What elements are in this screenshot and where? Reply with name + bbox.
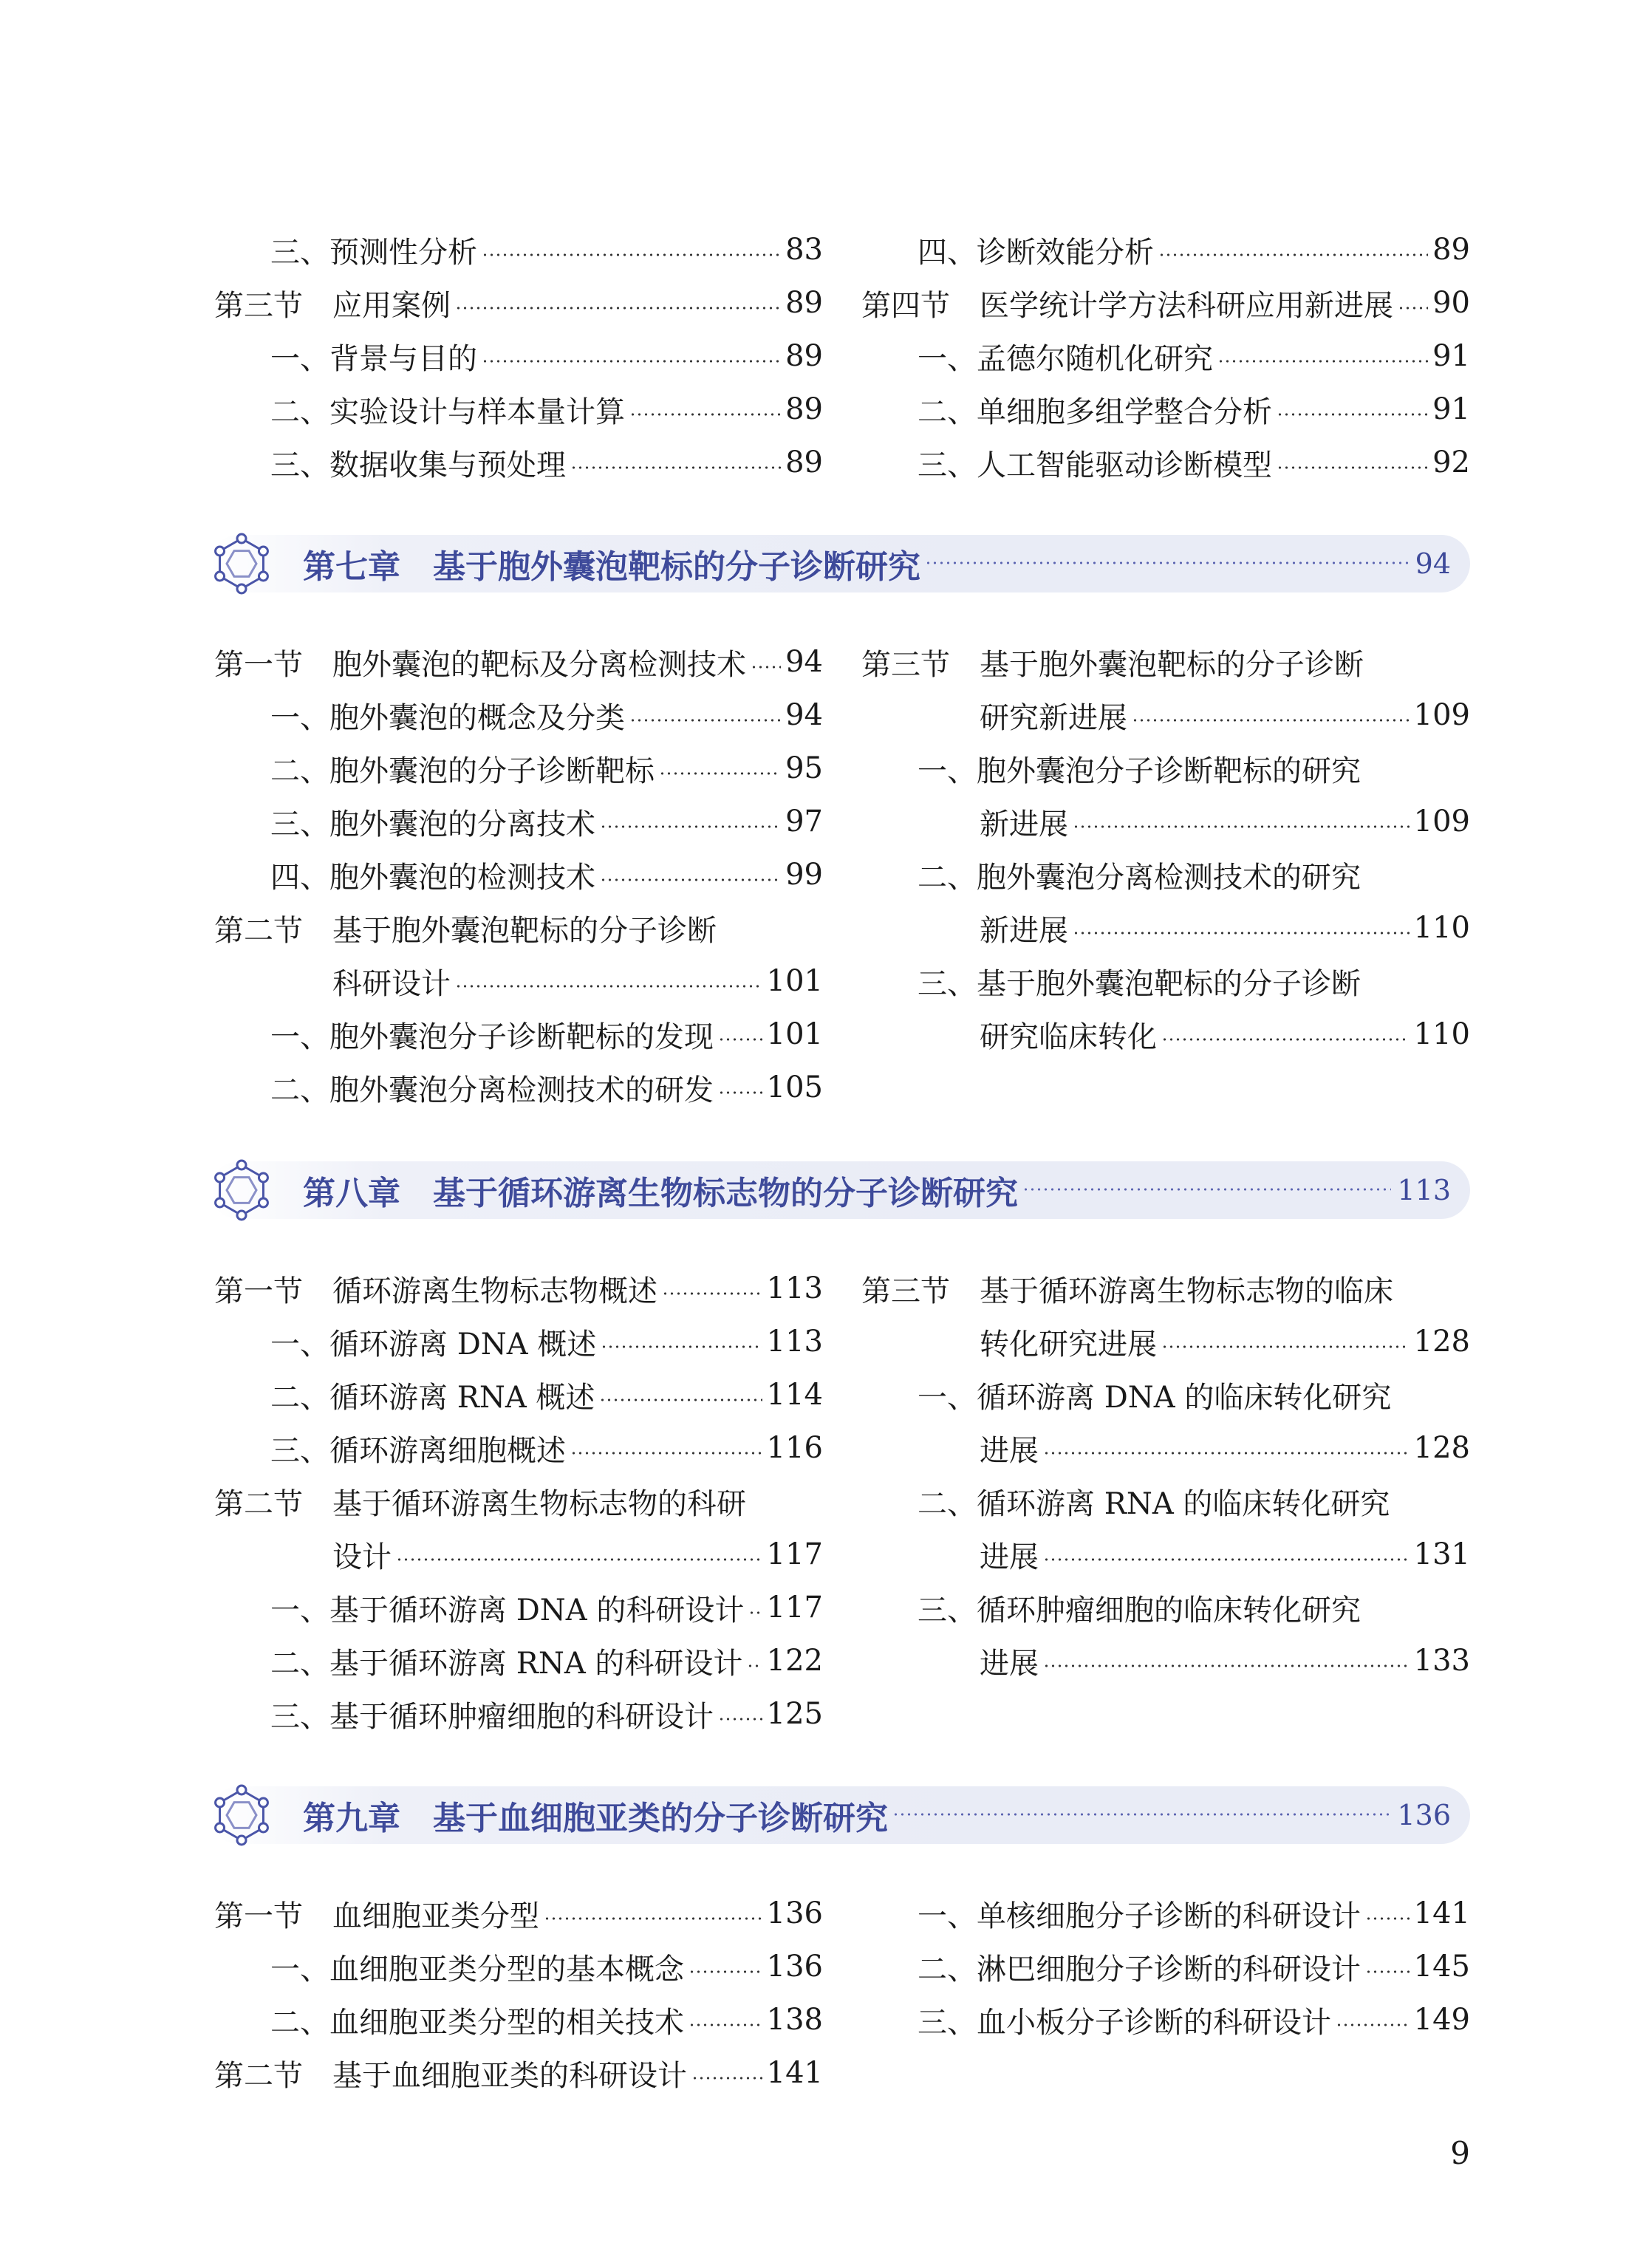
entry-title: 基于循环游离生物标志物的科研 [332, 1486, 746, 1521]
dot-leader [1365, 1916, 1410, 1921]
section-number: 第二节 [214, 913, 303, 948]
dot-leader [600, 824, 781, 829]
hexagon-molecule-icon [210, 1158, 273, 1222]
chapter-title [303, 1786, 888, 1844]
entry-title: 二、循环游离 RNA 概述 [270, 1380, 595, 1415]
toc-entry[interactable] [861, 1584, 1470, 1631]
dot-leader [1336, 2023, 1410, 2027]
entry-page-number: 99 [785, 858, 823, 892]
toc-entry[interactable] [861, 1265, 1470, 1312]
toc-entry[interactable] [861, 1011, 1470, 1058]
toc-entry[interactable] [214, 1943, 823, 1990]
section-number: 第三节 [214, 288, 303, 323]
toc-entry[interactable] [214, 1584, 823, 1631]
hexagon-molecule-icon [210, 532, 273, 595]
entry-title: 进展 [980, 1646, 1039, 1681]
entry-page-number: 116 [766, 1431, 823, 1465]
chapter-page-number: 136 [1397, 1799, 1451, 1831]
toc-entry[interactable] [861, 332, 1470, 380]
entry-page-number: 145 [1413, 1950, 1470, 1984]
entry-page-number: 122 [766, 1644, 823, 1678]
entry-page-number: 113 [766, 1325, 823, 1359]
chapter-heading[interactable] [210, 1161, 1470, 1219]
dot-leader [1043, 1664, 1410, 1668]
entry-title: 一、孟德尔随机化研究 [918, 341, 1213, 376]
entry-title: 三、循环肿瘤细胞的临床转化研究 [918, 1593, 1361, 1627]
toc-entry[interactable] [214, 2049, 823, 2097]
entry-title: 基于血细胞亚类的科研设计 [332, 2058, 687, 2093]
toc-entry[interactable] [214, 1318, 823, 1365]
toc-entry[interactable] [861, 798, 1470, 845]
section-number: 第二节 [214, 2058, 303, 2093]
entry-page-number: 136 [766, 1950, 823, 1984]
dot-leader [1043, 1451, 1410, 1455]
dot-leader [1277, 412, 1428, 417]
toc-entry[interactable] [861, 279, 1470, 327]
entry-title: 一、血细胞亚类分型的基本概念 [270, 1952, 684, 1987]
entry-title: 科研设计 [332, 966, 451, 1001]
toc-entry[interactable] [861, 1371, 1470, 1418]
chapter-title [303, 535, 920, 592]
dot-leader [601, 1345, 762, 1349]
dot-leader [689, 2023, 762, 2027]
toc-entry[interactable] [214, 638, 823, 686]
section-number: 第三节 [861, 647, 950, 682]
entry-page-number: 89 [785, 339, 823, 373]
toc-entry[interactable] [861, 638, 1470, 686]
toc-entry[interactable] [214, 1890, 823, 1937]
entry-page-number: 141 [766, 2056, 823, 2090]
entry-title: 二、胞外囊泡分离检测技术的研发 [270, 1073, 714, 1107]
entry-page-number: 95 [785, 751, 823, 785]
entry-page-number: 83 [785, 233, 823, 267]
toc-entry[interactable] [861, 1318, 1470, 1365]
chapter-number: 第七章 [303, 548, 400, 586]
chapter-name: 基于胞外囊泡靶标的分子诊断研究 [433, 548, 920, 586]
dot-leader [600, 878, 781, 882]
entry-page-number: 94 [785, 645, 823, 679]
toc-entry[interactable] [214, 1064, 823, 1111]
section-number: 第一节 [214, 1899, 303, 1933]
toc-entry[interactable] [214, 1478, 823, 1525]
toc-entry[interactable] [214, 279, 823, 327]
entry-page-number: 113 [766, 1271, 823, 1305]
dot-leader [1132, 718, 1410, 723]
entry-page-number: 125 [766, 1697, 823, 1731]
dot-leader [1158, 253, 1428, 257]
entry-page-number: 136 [766, 1896, 823, 1930]
entry-title: 血细胞亚类分型 [332, 1899, 539, 1933]
toc-entry[interactable] [214, 1637, 823, 1684]
entry-title: 三、基于胞外囊泡靶标的分子诊断 [918, 966, 1361, 1001]
entry-title: 新进展 [980, 807, 1068, 841]
dot-leader [396, 1557, 762, 1562]
entry-page-number: 133 [1413, 1644, 1470, 1678]
dot-leader [482, 253, 781, 257]
dot-leader [892, 1811, 1391, 1817]
entry-title: 四、胞外囊泡的检测技术 [270, 860, 595, 895]
entry-page-number: 110 [1413, 911, 1470, 945]
entry-title: 一、背景与目的 [270, 341, 477, 376]
entry-title: 二、血细胞亚类分型的相关技术 [270, 2005, 684, 2040]
entry-title: 一、胞外囊泡分子诊断靶标的发现 [270, 1019, 714, 1054]
entry-title: 应用案例 [332, 288, 451, 323]
section-number: 第四节 [861, 288, 950, 323]
entry-title: 一、单核细胞分子诊断的科研设计 [918, 1899, 1361, 1933]
toc-entry[interactable] [214, 1996, 823, 2043]
section-number: 第一节 [214, 1274, 303, 1308]
hexagon-molecule-icon [210, 1783, 273, 1847]
toc-entry[interactable] [214, 691, 823, 739]
entry-page-number: 89 [1432, 233, 1470, 267]
entry-page-number: 89 [785, 445, 823, 479]
dot-leader [455, 306, 781, 310]
toc-entry[interactable] [214, 332, 823, 380]
entry-page-number: 92 [1432, 445, 1470, 479]
toc-entry[interactable] [861, 386, 1470, 433]
entry-page-number: 90 [1432, 286, 1470, 320]
dot-leader [1073, 931, 1410, 935]
entry-page-number: 128 [1413, 1431, 1470, 1465]
entry-title: 一、基于循环游离 DNA 的科研设计 [270, 1593, 745, 1627]
dot-leader [748, 1611, 762, 1615]
toc-entry[interactable] [214, 1371, 823, 1418]
entry-page-number: 101 [766, 964, 823, 998]
chapter-heading[interactable] [210, 535, 1470, 592]
toc-entry[interactable] [214, 904, 823, 952]
dot-leader [570, 1451, 762, 1455]
entry-page-number: 94 [785, 698, 823, 732]
toc-entry[interactable] [214, 386, 823, 433]
entry-title: 三、数据收集与预处理 [270, 448, 566, 482]
dot-leader [1277, 465, 1428, 470]
chapter-number: 第八章 [303, 1175, 400, 1212]
toc-entry[interactable] [861, 1943, 1470, 1990]
chapter-page-number: 113 [1397, 1174, 1451, 1206]
entry-title: 进展 [980, 1540, 1039, 1574]
entry-page-number: 117 [766, 1537, 823, 1571]
entry-title: 设计 [332, 1540, 392, 1574]
entry-title: 基于胞外囊泡靶标的分子诊断 [980, 647, 1364, 682]
toc-entry[interactable] [214, 1690, 823, 1738]
entry-page-number: 109 [1413, 805, 1470, 838]
toc-entry[interactable] [214, 439, 823, 486]
dot-leader [1161, 1037, 1410, 1042]
entry-page-number: 149 [1413, 2003, 1470, 2037]
entry-title: 二、基于循环游离 RNA 的科研设计 [270, 1646, 743, 1681]
entry-title: 进展 [980, 1433, 1039, 1468]
toc-entry[interactable] [214, 1424, 823, 1472]
entry-title: 研究新进展 [980, 700, 1127, 735]
section-number: 第二节 [214, 1486, 303, 1521]
dot-leader [570, 465, 781, 470]
entry-page-number: 128 [1413, 1325, 1470, 1359]
dot-leader [662, 1291, 762, 1296]
entry-page-number: 117 [766, 1591, 823, 1625]
entry-title: 三、基于循环肿瘤细胞的科研设计 [270, 1699, 714, 1734]
entry-title: 转化研究进展 [980, 1327, 1157, 1362]
toc-entry[interactable] [861, 1478, 1470, 1525]
section-number: 第一节 [214, 647, 303, 682]
entry-page-number: 89 [785, 392, 823, 426]
chapter-title [303, 1161, 1018, 1219]
page-number: 9 [1450, 2135, 1470, 2171]
dot-leader [1073, 824, 1410, 829]
toc-entry[interactable] [214, 226, 823, 273]
entry-title: 二、胞外囊泡的分子诊断靶标 [270, 754, 655, 788]
dot-leader [629, 412, 781, 417]
entry-title: 研究临床转化 [980, 1019, 1157, 1054]
chapter-name: 基于循环游离生物标志物的分子诊断研究 [433, 1175, 1018, 1212]
toc-entry[interactable] [214, 798, 823, 845]
toc-entry[interactable] [214, 745, 823, 792]
dot-leader [751, 665, 781, 669]
entry-title: 基于胞外囊泡靶标的分子诊断 [332, 913, 717, 948]
entry-page-number: 91 [1432, 339, 1470, 373]
toc-entry[interactable] [214, 1531, 823, 1578]
dot-leader [1365, 1970, 1410, 1974]
entry-title: 二、淋巴细胞分子诊断的科研设计 [918, 1952, 1361, 1987]
entry-page-number: 89 [785, 286, 823, 320]
entry-title: 胞外囊泡的靶标及分离检测技术 [332, 647, 746, 682]
toc-entry[interactable] [861, 851, 1470, 898]
entry-page-number: 141 [1413, 1896, 1470, 1930]
entry-title: 三、人工智能驱动诊断模型 [918, 448, 1272, 482]
toc-entry[interactable] [861, 904, 1470, 952]
entry-title: 三、血小板分子诊断的科研设计 [918, 2005, 1331, 2040]
entry-title: 一、循环游离 DNA 概述 [270, 1327, 597, 1362]
toc-entry[interactable] [861, 1996, 1470, 2043]
dot-leader [1161, 1345, 1410, 1349]
entry-title: 基于循环游离生物标志物的临床 [980, 1274, 1393, 1308]
entry-page-number: 101 [766, 1017, 823, 1051]
dot-leader [691, 2076, 762, 2080]
toc-entry[interactable] [214, 1011, 823, 1058]
entry-page-number: 131 [1413, 1537, 1470, 1571]
toc-entry[interactable] [861, 691, 1470, 739]
dot-leader [455, 984, 762, 988]
entry-title: 三、胞外囊泡的分离技术 [270, 807, 595, 841]
dot-leader [599, 1398, 762, 1402]
entry-title: 一、循环游离 DNA 的临床转化研究 [918, 1380, 1392, 1415]
section-number: 第三节 [861, 1274, 950, 1308]
dot-leader [718, 1717, 762, 1721]
toc-entry[interactable] [214, 851, 823, 898]
toc-entry[interactable] [861, 745, 1470, 792]
entry-page-number: 138 [766, 2003, 823, 2037]
dot-leader [659, 771, 781, 776]
entry-title: 医学统计学方法科研应用新进展 [980, 288, 1393, 323]
chapter-heading[interactable] [210, 1786, 1470, 1844]
toc-entry[interactable] [861, 957, 1470, 1005]
toc-entry[interactable] [214, 1265, 823, 1312]
toc-entry[interactable] [861, 226, 1470, 273]
entry-page-number: 97 [785, 805, 823, 838]
dot-leader [718, 1037, 762, 1042]
entry-title: 二、胞外囊泡分离检测技术的研究 [918, 860, 1361, 895]
dot-leader [629, 718, 781, 723]
dot-leader [1022, 1186, 1391, 1192]
entry-page-number: 105 [766, 1070, 823, 1104]
toc-entry[interactable] [861, 1531, 1470, 1578]
toc-entry[interactable] [861, 1637, 1470, 1684]
chapter-name: 基于血细胞亚类的分子诊断研究 [433, 1800, 888, 1837]
toc-entry[interactable] [861, 1890, 1470, 1937]
dot-leader [718, 1090, 762, 1095]
dot-leader [482, 359, 781, 363]
dot-leader [544, 1916, 762, 1921]
entry-title: 二、实验设计与样本量计算 [270, 394, 625, 429]
toc-entry[interactable] [214, 957, 823, 1005]
entry-title: 循环游离生物标志物概述 [332, 1274, 657, 1308]
dot-leader [1043, 1557, 1410, 1562]
entry-title: 四、诊断效能分析 [918, 235, 1154, 270]
entry-title: 二、循环游离 RNA 的临床转化研究 [918, 1486, 1390, 1521]
chapter-number: 第九章 [303, 1800, 400, 1837]
entry-title: 一、胞外囊泡分子诊断靶标的研究 [918, 754, 1361, 788]
entry-title: 三、预测性分析 [270, 235, 477, 270]
entry-title: 新进展 [980, 913, 1068, 948]
dot-leader [689, 1970, 762, 1974]
dot-leader [747, 1664, 762, 1668]
toc-entry[interactable] [861, 439, 1470, 486]
entry-title: 三、循环游离细胞概述 [270, 1433, 566, 1468]
entry-page-number: 110 [1413, 1017, 1470, 1051]
chapter-page-number: 94 [1415, 547, 1451, 580]
entry-title: 二、单细胞多组学整合分析 [918, 394, 1272, 429]
dot-leader [925, 560, 1410, 566]
entry-page-number: 91 [1432, 392, 1470, 426]
dot-leader [1217, 359, 1428, 363]
dot-leader [1398, 306, 1428, 310]
entry-page-number: 114 [766, 1378, 823, 1412]
toc-entry[interactable] [861, 1424, 1470, 1472]
entry-page-number: 109 [1413, 698, 1470, 732]
entry-title: 一、胞外囊泡的概念及分类 [270, 700, 625, 735]
